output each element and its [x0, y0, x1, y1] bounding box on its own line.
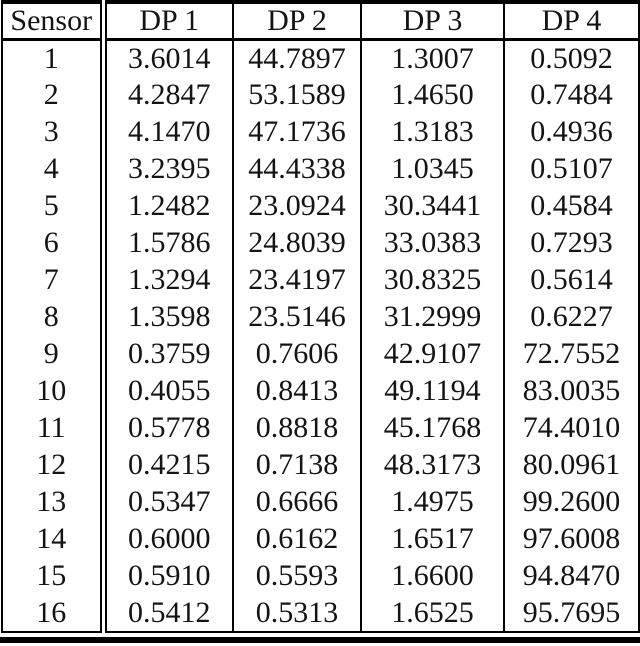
sensor-id-cell: 13	[2, 484, 103, 521]
dp1-value-cell: 4.2847	[128, 78, 211, 111]
sensor-id-cell: 16	[2, 595, 103, 632]
dp3-value-cell: 33.0383	[361, 225, 504, 262]
figure-bottom-rule	[0, 637, 640, 643]
dp3-value-cell: 42.9107	[361, 336, 504, 373]
dp4-value-cell: 0.7293	[504, 225, 639, 262]
column-header-dp4: DP 4	[504, 2, 639, 40]
dp1-value-cell: 0.6000	[128, 522, 211, 555]
table-row	[2, 114, 639, 151]
dp1-value-cell: 1.3598	[128, 300, 211, 333]
table-row	[2, 558, 639, 595]
dp2-value-cell: 0.7606	[233, 336, 361, 373]
dp1-value-cell: 4.1470	[128, 115, 211, 148]
dp2-value-cell: 47.1736	[233, 114, 361, 151]
dp2-value-cell: 0.8818	[233, 410, 361, 447]
dp3-value-cell: 45.1768	[361, 410, 504, 447]
dp2-value-cell: 0.8413	[233, 373, 361, 410]
dp1-value-cell: 1.5786	[128, 226, 211, 259]
dp2-value-cell: 23.5146	[233, 299, 361, 336]
dp2-value-cell: 23.4197	[233, 262, 361, 299]
sensor-id-cell: 12	[2, 447, 103, 484]
dp1-value-cell: 0.3759	[128, 337, 211, 370]
header-row	[2, 2, 639, 40]
dp3-value-cell: 30.8325	[361, 262, 504, 299]
table-row	[2, 77, 639, 114]
dp4-value-cell: 80.0961	[504, 447, 639, 484]
table-row	[2, 262, 639, 299]
table-row	[2, 336, 639, 373]
dp2-value-cell: 0.5593	[233, 558, 361, 595]
sensor-id-cell: 9	[2, 336, 103, 373]
dp1-value-cell: 3.6014	[128, 41, 211, 75]
dp3-value-cell: 1.4650	[361, 77, 504, 114]
sensor-id-cell: 3	[2, 114, 103, 151]
dp4-value-cell: 0.5614	[504, 262, 639, 299]
table-row	[2, 447, 639, 484]
dp3-value-cell: 49.1194	[361, 373, 504, 410]
dp3-value-cell: 1.6517	[361, 521, 504, 558]
dp1-value-cell: 0.5910	[128, 559, 211, 592]
sensor-id-cell: 10	[2, 373, 103, 410]
dp4-value-cell: 72.7552	[504, 336, 639, 373]
sensor-id-cell: 15	[2, 558, 103, 595]
dp3-value-cell: 1.3007	[361, 40, 504, 77]
dp3-value-cell: 30.3441	[361, 188, 504, 225]
dp4-value-cell: 99.2600	[504, 484, 639, 521]
column-header-dp2: DP 2	[233, 2, 361, 40]
table-row	[2, 595, 639, 632]
dp4-value-cell: 94.8470	[504, 558, 639, 595]
table-row	[2, 151, 639, 188]
table-row	[2, 373, 639, 410]
dp2-value-cell: 53.1589	[233, 77, 361, 114]
table-row	[2, 299, 639, 336]
column-header-dp3: DP 3	[361, 2, 504, 40]
dp3-value-cell: 1.0345	[361, 151, 504, 188]
dp4-value-cell: 0.4936	[504, 114, 639, 151]
column-header-sensor: Sensor	[2, 2, 103, 40]
dp2-value-cell: 44.4338	[233, 151, 361, 188]
sensor-id-cell: 7	[2, 262, 103, 299]
dp1-value-cell: 3.2395	[128, 152, 211, 185]
column-header-dp1: DP 1	[103, 2, 233, 40]
sensor-id-cell: 6	[2, 225, 103, 262]
table-row	[2, 225, 639, 262]
dp3-value-cell: 1.3183	[361, 114, 504, 151]
dp4-value-cell: 0.4584	[504, 188, 639, 225]
dp4-value-cell: 97.6008	[504, 521, 639, 558]
dp4-value-cell: 95.7695	[504, 595, 639, 632]
dp4-value-cell: 0.7484	[504, 77, 639, 114]
table-row	[2, 484, 639, 521]
table-row	[2, 521, 639, 558]
dp4-value-cell: 74.4010	[504, 410, 639, 447]
dp1-value-cell: 0.4055	[128, 374, 211, 407]
dp3-value-cell: 48.3173	[361, 447, 504, 484]
sensor-id-cell: 14	[2, 521, 103, 558]
dp1-value-cell: 0.4215	[128, 448, 211, 481]
dp2-value-cell: 0.5313	[233, 595, 361, 632]
dp4-value-cell: 83.0035	[504, 373, 639, 410]
sensor-dp-table	[1, 0, 640, 633]
dp1-value-cell: 1.2482	[128, 189, 211, 222]
sensor-id-cell: 11	[2, 410, 103, 447]
dp1-value-cell: 0.5778	[128, 411, 211, 444]
dp4-value-cell: 0.5107	[504, 151, 639, 188]
dp2-value-cell: 0.6162	[233, 521, 361, 558]
dp3-value-cell: 31.2999	[361, 299, 504, 336]
dp1-value-cell: 0.5412	[128, 595, 211, 629]
sensor-id-cell: 1	[2, 40, 103, 77]
dp3-value-cell: 1.6600	[361, 558, 504, 595]
dp1-value-cell: 0.5347	[128, 485, 211, 518]
sensor-id-cell: 5	[2, 188, 103, 225]
table-row	[2, 188, 639, 225]
sensor-id-cell: 2	[2, 77, 103, 114]
dp2-value-cell: 23.0924	[233, 188, 361, 225]
dp3-value-cell: 1.6525	[361, 595, 504, 632]
sensor-id-cell: 8	[2, 299, 103, 336]
dp3-value-cell: 1.4975	[361, 484, 504, 521]
dp4-value-cell: 0.5092	[504, 40, 639, 77]
dp4-value-cell: 0.6227	[504, 299, 639, 336]
dp2-value-cell: 44.7897	[233, 40, 361, 77]
sensor-id-cell: 4	[2, 151, 103, 188]
dp2-value-cell: 0.7138	[233, 447, 361, 484]
table-row	[2, 410, 639, 447]
dp2-value-cell: 24.8039	[233, 225, 361, 262]
table-row	[2, 40, 639, 77]
dp2-value-cell: 0.6666	[233, 484, 361, 521]
dp1-value-cell: 1.3294	[128, 263, 211, 296]
